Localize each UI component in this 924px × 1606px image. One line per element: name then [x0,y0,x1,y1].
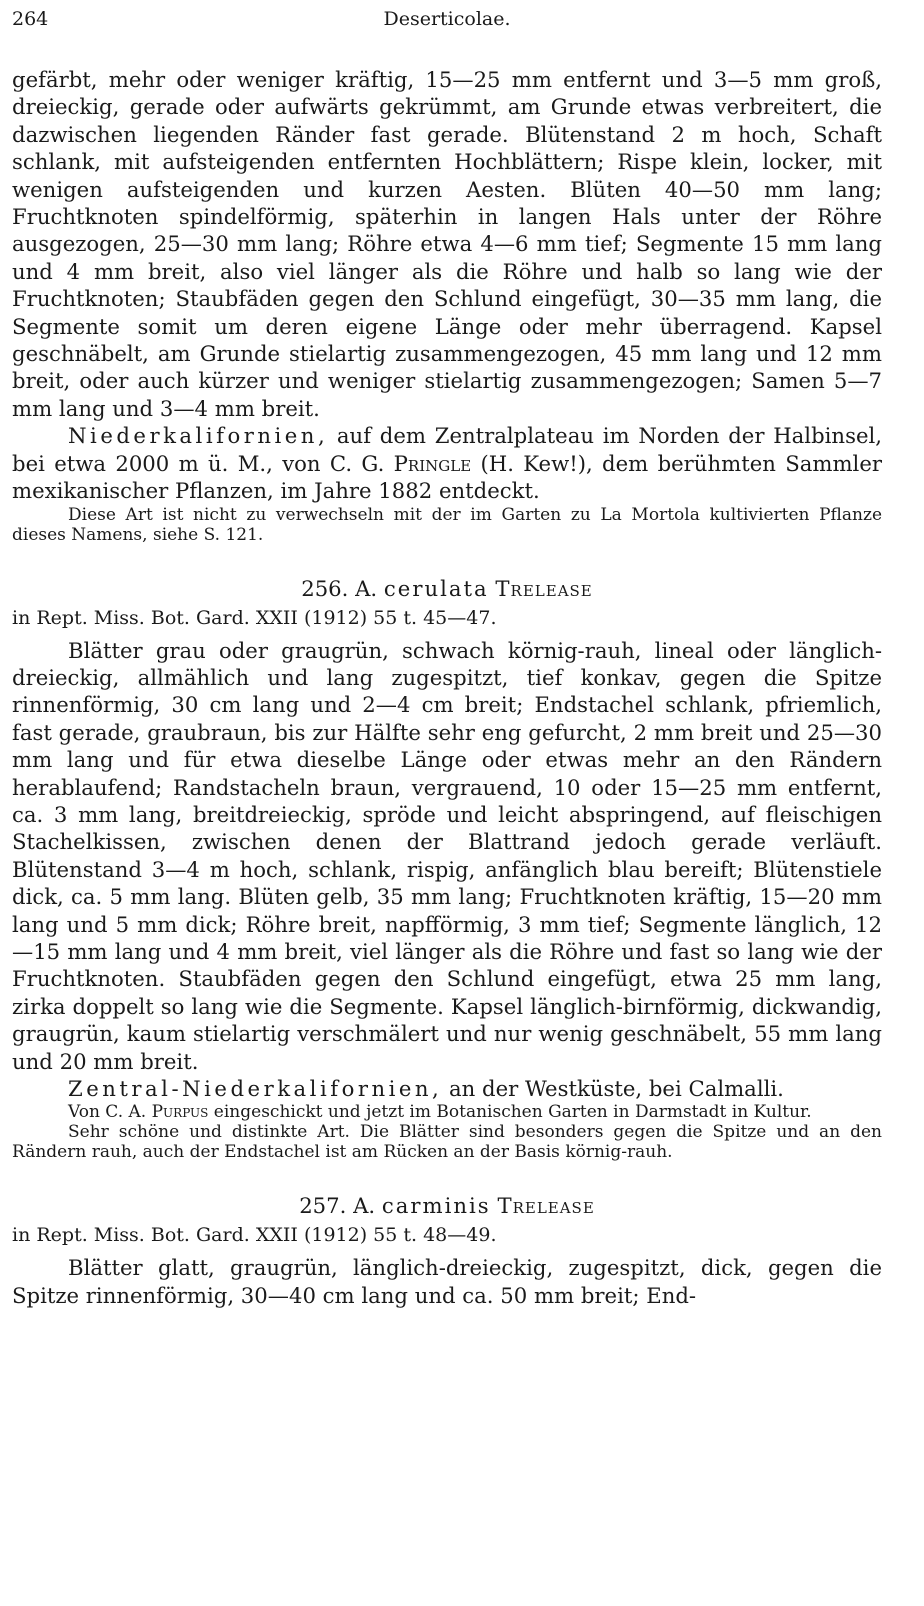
note-paragraph: Diese Art ist nicht zu verwechseln mit der im Garten zu La Mortola kultivierten Pflanze dieses Namens, siehe S. 121. [12,504,882,545]
note-paragraph-256-a [12,1102,882,1122]
species-author: Trelease [495,575,593,601]
locality-text-1: auf dem Zentralplateau im Norden der Halbinsel, bei etwa 2000 m ü. M., von C. G. [12,423,882,476]
species-number: 257. A. [299,1193,376,1219]
species-name: cerulata [383,575,489,601]
species-name: carminis [381,1193,491,1219]
continued-species-section [12,66,882,545]
species-heading-256 [12,575,882,603]
page-header [12,4,882,36]
locality-region: Zentral-Niederkalifornien, [68,1076,443,1101]
running-title: Deserticolae. [383,8,511,30]
species-description-257: Blätter glatt, graugrün, länglich-dreieckig, zugespitzt, dick, gegen die Spitze rinnenförmig, 30—40 cm lang und ca. 50 mm breit; End- [12,1255,882,1308]
species-reference-256: in Rept. Miss. Bot. Gard. XXII (1912) 55 t. 45—47. [12,606,497,629]
note-paragraph-256-b: Sehr schöne und distinkte Art. Die Blätter sind besonders gegen die Spitze und an den Rändern rauh, auch der Endstachel ist am Rücken an der Basis körnig-rauh. [12,1122,882,1163]
book-page [12,4,882,1309]
note-suffix: eingeschickt und jetzt im Botanischen Garten in Darmstadt in Kultur. [208,1102,812,1123]
collector-name: Pringle [393,450,472,476]
locality-text: an der Westküste, bei Calmalli. [442,1076,784,1101]
species-heading-257 [12,1192,882,1220]
species-description-256: Blätter grau oder graugrün, schwach körnig-rauh, lineal oder länglich-dreieckig, allmählich und lang zugespitzt, tief konkav, gegen die Spitze rinnenförmig, 30 cm lang und 2—4 cm breit; Endstachel schlank, pfriemlich, fast gerade, graubraun, bis zur Hälfte sehr eng gefurcht, 2 mm breit und 25—30 mm lang und für etwa dieselbe Länge oder etwas mehr an den Rändern herablaufend; Randstacheln braun, vergrauend, 10 oder 15—25 mm entfernt, ca. 3 mm lang, breitdreieckig, spröde und leicht abspringend, auf fleischigen Stachelkissen, zwischen denen der Blattrand jedoch gerade verläuft. Blütenstand 3—4 m hoch, schlank, rispig, anfänglich blau bereift; Blütenstiele dick, ca. 5 mm lang. Blüten gelb, 35 mm lang; Fruchtknoten kräftig, 15—20 mm lang und 5 mm dick; Röhre breit, napfförmig, 3 mm tief; Segmente länglich, 12—15 mm lang und 4 mm breit, viel länger als die Röhre und fast so lang wie der Fruchtknoten. Staubfäden gegen den Schlund eingefügt, etwa 25 mm lang, zirka doppelt so lang wie die Segmente. Kapsel länglich-birnförmig, dickwandig, graugrün, kaum stielartig verschmälert und nur wenig geschnäbelt, 55 mm lang und 20 mm breit. [12,637,882,1074]
locality-paragraph [12,422,882,504]
locality-text-2: (H. Kew!), dem berühmten Sammler mexikanischer Pflanzen, im Jahre 1882 entdeckt. [12,450,882,504]
species-number: 256. A. [301,575,378,601]
locality-paragraph-256 [12,1075,882,1102]
species-section-257 [12,1254,882,1309]
locality-region: Niederkalifornien, [68,423,329,449]
species-section-256 [12,637,882,1163]
species-author: Trelease [497,1193,595,1219]
page-number: 264 [12,8,49,30]
species-reference-257: in Rept. Miss. Bot. Gard. XXII (1912) 55 t. 48—49. [12,1224,497,1247]
continued-description: gefärbt, mehr oder weniger kräftig, 15—25 mm entfernt und 3—5 mm groß, dreieckig, gerade oder aufwärts gekrümmt, am Grunde etwas verbreitert, die dazwischen liegenden Ränder fast gerade. Blütenstand 2 m hoch, Schaft schlank, mit aufsteigenden entfernten Hochblättern; Rispe klein, locker, mit wenigen aufsteigenden und kurzen Aesten. Blüten 40—50 mm lang; Fruchtknoten spindelförmig, späterhin in langen Hals unter der Röhre ausgezogen, 25—30 mm lang; Röhre etwa 4—6 mm tief; Segmente 15 mm lang und 4 mm breit, also viel länger als die Röhre und halb so lang wie der Fruchtknoten; Staubfäden gegen den Schlund eingefügt, 30—35 mm lang, die Segmente somit um deren eigene Länge oder mehr überragend. Kapsel geschnäbelt, am Grunde stielartig zusammengezogen, 45 mm lang und 12 mm breit, oder auch kürzer und weniger stielartig zusammengezogen; Samen 5—7 mm lang und 3—4 mm breit. [12,67,882,421]
note-collector-name: Purpus [151,1102,209,1123]
note-prefix: Von C. A. [68,1102,152,1123]
